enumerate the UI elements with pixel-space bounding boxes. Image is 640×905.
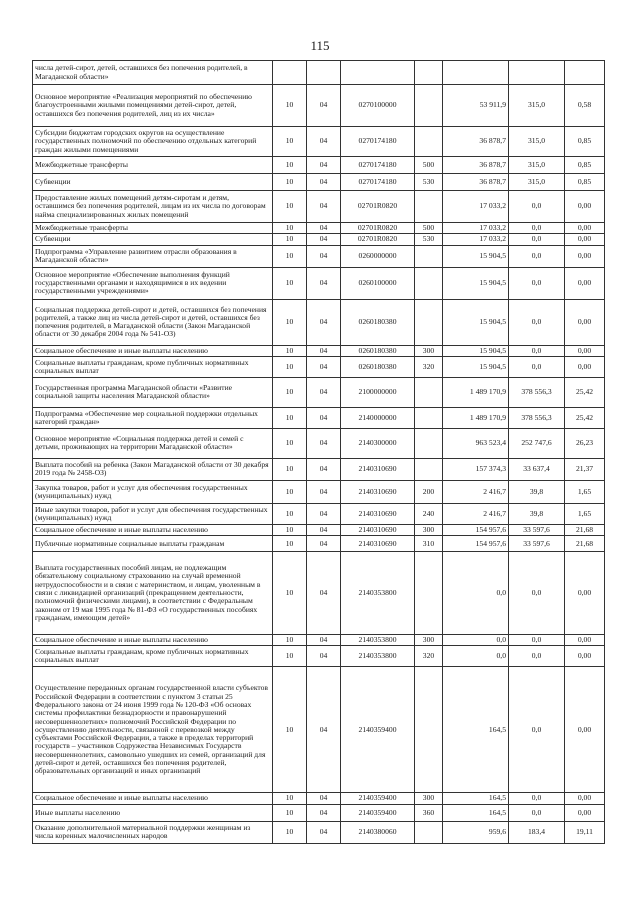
executed-amount: 378 556,3 [509,407,565,428]
execution-percent: 0,00 [565,793,605,804]
target-article-code: 0260180380 [341,356,415,377]
subsection-code: 04 [307,646,341,667]
execution-percent: 21,68 [565,524,605,535]
planned-amount [443,61,509,85]
table-row [33,377,605,407]
table-row [33,245,605,267]
planned-amount: 53 911,9 [443,85,509,127]
section-code: 10 [273,524,307,535]
target-article-code: 2140310690 [341,536,415,552]
subsection-code: 04 [307,299,341,345]
row-name: Социальные выплаты гражданам, кроме публичных нормативных социальных выплат [33,356,273,377]
expense-type-code [415,267,443,299]
table-row [33,267,605,299]
execution-percent: 25,42 [565,377,605,407]
subsection-code: 04 [307,223,341,234]
row-name: Социальное обеспечение и иные выплаты населению [33,635,273,646]
target-article-code: 0270174180 [341,174,415,191]
planned-amount: 17 033,2 [443,223,509,234]
subsection-code: 04 [307,821,341,843]
execution-percent: 0,00 [565,552,605,635]
section-code [273,61,307,85]
executed-amount: 315,0 [509,127,565,157]
planned-amount: 36 878,7 [443,157,509,174]
execution-percent: 0,00 [565,299,605,345]
row-name: Выплата государственных пособий лицам, не подлежащим обязательному социальному страхованию на случай временной нетрудоспособности и в связи с материнством, и лицам, уволенным в связи с ликвидацией организаций (прекращением деятельности, полномочий физическими лицами), в соответствии с Федеральным законом от 19 мая 1995 года № 81-ФЗ «О государственных пособиях гражданам, имеющим детей» [33,552,273,635]
table-row [33,667,605,793]
target-article-code: 0260000000 [341,245,415,267]
target-article-code: 2140310690 [341,524,415,535]
section-code: 10 [273,267,307,299]
row-name: Субсидии бюджетам городских округов на осуществление государственных полномочий по обеспечению отдельных категорий граждан жилыми помещениями [33,127,273,157]
executed-amount: 315,0 [509,157,565,174]
row-name: Государственная программа Магаданской области «Развитие социальной защиты населения Магаданской области» [33,377,273,407]
expense-type-code [415,299,443,345]
target-article-code: 2140353800 [341,646,415,667]
target-article-code: 0270174180 [341,157,415,174]
planned-amount: 1 489 170,9 [443,407,509,428]
expense-type-code: 300 [415,524,443,535]
row-name: Осуществление переданных органам государственной власти субъектов Российской Федерации в соответствии с пунктом 3 статьи 25 Федерального закона от 24 июня 1999 года № 120-ФЗ «Об основах системы профилактики безнадзорности и правонарушений несовершеннолетних» полномочий Российской Федерации по осуществлению деятельности, связанной с перевозкой между субъектами Российской Федерации, а также в пределах территорий государств – участников Содружества Независимых Государств несовершеннолетних, самовольно ушедших из семей, организаций для детей-сирот и детей, оставшихся без попечения родителей, образовательных организаций и иных организаций [33,667,273,793]
execution-percent: 0,85 [565,174,605,191]
section-code: 10 [273,234,307,245]
execution-percent: 19,11 [565,821,605,843]
executed-amount: 0,0 [509,299,565,345]
executed-amount: 252 747,6 [509,428,565,458]
expense-type-code [415,667,443,793]
subsection-code: 04 [307,428,341,458]
expense-type-code: 200 [415,480,443,503]
expense-type-code: 240 [415,503,443,524]
planned-amount: 36 878,7 [443,174,509,191]
execution-percent: 1,65 [565,480,605,503]
planned-amount: 2 416,7 [443,480,509,503]
execution-percent [565,61,605,85]
table-row [33,191,605,223]
table-row [33,458,605,480]
expense-type-code: 360 [415,804,443,821]
executed-amount: 0,0 [509,552,565,635]
section-code: 10 [273,821,307,843]
expense-type-code: 300 [415,793,443,804]
target-article-code: 2140359400 [341,667,415,793]
expense-type-code [415,458,443,480]
planned-amount: 15 904,5 [443,356,509,377]
section-code: 10 [273,299,307,345]
planned-amount: 154 957,6 [443,536,509,552]
planned-amount: 17 033,2 [443,234,509,245]
execution-percent: 0,00 [565,356,605,377]
section-code: 10 [273,480,307,503]
executed-amount: 183,4 [509,821,565,843]
target-article-code: 2140359400 [341,793,415,804]
expense-type-code [415,428,443,458]
section-code: 10 [273,377,307,407]
target-article-code: 0260180380 [341,299,415,345]
expense-type-code [415,85,443,127]
table-row [33,345,605,356]
row-name: Основное мероприятие «Реализация мероприятий по обеспечению благоустроенными жилыми помещениями детей-сирот, детей, оставшихся без попечения родителей, лиц из их числа» [33,85,273,127]
section-code: 10 [273,646,307,667]
subsection-code: 04 [307,480,341,503]
table-row [33,503,605,524]
section-code: 10 [273,458,307,480]
expense-type-code [415,377,443,407]
expense-type-code: 320 [415,356,443,377]
executed-amount: 0,0 [509,267,565,299]
executed-amount: 39,8 [509,503,565,524]
table-row [33,223,605,234]
executed-amount: 0,0 [509,245,565,267]
target-article-code: 02701R0820 [341,191,415,223]
row-name: Выплата пособий на ребенка (Закон Магаданской области от 30 декабря 2019 года № 2458-ОЗ) [33,458,273,480]
subsection-code: 04 [307,524,341,535]
execution-percent: 0,00 [565,667,605,793]
execution-percent: 0,85 [565,157,605,174]
expense-type-code [415,245,443,267]
expense-type-code [415,61,443,85]
planned-amount: 2 416,7 [443,503,509,524]
expense-type-code: 320 [415,646,443,667]
row-name: Публичные нормативные социальные выплаты гражданам [33,536,273,552]
section-code: 10 [273,356,307,377]
page-number: 115 [310,38,330,53]
table-row [33,157,605,174]
table-row [33,174,605,191]
table-row [33,804,605,821]
planned-amount: 1 489 170,9 [443,377,509,407]
expense-type-code: 500 [415,157,443,174]
executed-amount: 0,0 [509,234,565,245]
expense-type-code: 530 [415,174,443,191]
execution-percent: 0,00 [565,635,605,646]
table-row [33,646,605,667]
subsection-code: 04 [307,536,341,552]
table-row [33,299,605,345]
subsection-code: 04 [307,804,341,821]
executed-amount: 33 637,4 [509,458,565,480]
subsection-code: 04 [307,635,341,646]
subsection-code: 04 [307,345,341,356]
planned-amount: 164,5 [443,793,509,804]
executed-amount: 0,0 [509,635,565,646]
subsection-code: 04 [307,793,341,804]
executed-amount: 315,0 [509,174,565,191]
section-code: 10 [273,667,307,793]
section-code: 10 [273,127,307,157]
table-row [33,536,605,552]
target-article-code: 2140310690 [341,503,415,524]
target-article-code: 2140310690 [341,480,415,503]
target-article-code: 2140353800 [341,635,415,646]
planned-amount: 963 523,4 [443,428,509,458]
row-name: Подпрограмма «Обеспечение мер социальной поддержки отдельных категорий граждан» [33,407,273,428]
planned-amount: 157 374,3 [443,458,509,480]
row-name: Социальное обеспечение и иные выплаты населению [33,524,273,535]
section-code: 10 [273,536,307,552]
target-article-code: 2140359400 [341,804,415,821]
expense-type-code [415,821,443,843]
row-name: Иные выплаты населению [33,804,273,821]
section-code: 10 [273,174,307,191]
row-name: Подпрограмма «Управление развитием отрасли образования в Магаданской области» [33,245,273,267]
section-code: 10 [273,345,307,356]
target-article-code: 2140353800 [341,552,415,635]
subsection-code: 04 [307,234,341,245]
execution-percent: 0,00 [565,267,605,299]
row-name: числа детей-сирот, детей, оставшихся без попечения родителей, в Магаданской области» [33,61,273,85]
execution-percent: 0,00 [565,646,605,667]
table-row [33,428,605,458]
section-code: 10 [273,245,307,267]
section-code: 10 [273,635,307,646]
target-article-code: 2140380060 [341,821,415,843]
execution-percent: 0,00 [565,345,605,356]
execution-percent: 25,42 [565,407,605,428]
table-row [33,524,605,535]
row-name: Оказание дополнительной материальной поддержки женщинам из числа коренных малочисленных народов [33,821,273,843]
row-name: Иные закупки товаров, работ и услуг для обеспечения государственных (муниципальных) нужд [33,503,273,524]
expense-type-code [415,191,443,223]
expense-type-code [415,407,443,428]
row-name: Социальное обеспечение и иные выплаты населению [33,793,273,804]
planned-amount: 17 033,2 [443,191,509,223]
table-row [33,234,605,245]
table-row [33,635,605,646]
row-name: Предоставление жилых помещений детям-сиротам и детям, оставшимся без попечения родителей, лицам из их числа по договорам найма специализированных жилых помещений [33,191,273,223]
executed-amount: 0,0 [509,356,565,377]
expense-type-code [415,127,443,157]
row-name: Социальное обеспечение и иные выплаты населению [33,345,273,356]
execution-percent: 21,68 [565,536,605,552]
subsection-code: 04 [307,85,341,127]
row-name: Социальная поддержка детей-сирот и детей, оставшихся без попечения родителей, а также лиц из числа детей-сирот и детей, оставшихся без попечения родителей, в Магаданской области (Закон Магаданской области от 30 декабря 2004 года № 541-ОЗ) [33,299,273,345]
row-name: Социальные выплаты гражданам, кроме публичных нормативных социальных выплат [33,646,273,667]
subsection-code: 04 [307,174,341,191]
planned-amount: 15 904,5 [443,245,509,267]
executed-amount: 0,0 [509,667,565,793]
planned-amount: 154 957,6 [443,524,509,535]
section-code: 10 [273,793,307,804]
execution-percent: 0,00 [565,223,605,234]
execution-percent: 0,00 [565,245,605,267]
target-article-code: 0260100000 [341,267,415,299]
planned-amount: 0,0 [443,646,509,667]
target-article-code: 2140000000 [341,407,415,428]
expense-type-code [415,552,443,635]
table-row [33,480,605,503]
executed-amount: 0,0 [509,793,565,804]
table-row [33,356,605,377]
table-row [33,407,605,428]
expense-type-code: 500 [415,223,443,234]
target-article-code: 02701R0820 [341,223,415,234]
subsection-code: 04 [307,667,341,793]
target-article-code: 2100000000 [341,377,415,407]
table-row [33,793,605,804]
expense-type-code: 530 [415,234,443,245]
row-name: Закупка товаров, работ и услуг для обеспечения государственных (муниципальных) нужд [33,480,273,503]
row-name: Субвенции [33,174,273,191]
executed-amount: 33 597,6 [509,536,565,552]
section-code: 10 [273,503,307,524]
table-row [33,61,605,85]
executed-amount: 0,0 [509,646,565,667]
budget-table [32,60,605,844]
subsection-code: 04 [307,377,341,407]
target-article-code: 2140310690 [341,458,415,480]
executed-amount: 0,0 [509,191,565,223]
section-code: 10 [273,85,307,127]
target-article-code: 02701R0820 [341,234,415,245]
planned-amount: 0,0 [443,635,509,646]
expense-type-code: 300 [415,635,443,646]
planned-amount: 15 904,5 [443,267,509,299]
subsection-code: 04 [307,191,341,223]
subsection-code: 04 [307,458,341,480]
execution-percent: 26,23 [565,428,605,458]
planned-amount: 36 878,7 [443,127,509,157]
executed-amount [509,61,565,85]
executed-amount: 0,0 [509,804,565,821]
subsection-code: 04 [307,356,341,377]
execution-percent: 0,85 [565,127,605,157]
subsection-code: 04 [307,127,341,157]
section-code: 10 [273,191,307,223]
subsection-code: 04 [307,157,341,174]
section-code: 10 [273,223,307,234]
execution-percent: 0,00 [565,234,605,245]
expense-type-code: 310 [415,536,443,552]
planned-amount: 959,6 [443,821,509,843]
target-article-code [341,61,415,85]
expense-type-code: 300 [415,345,443,356]
subsection-code: 04 [307,552,341,635]
table-row [33,552,605,635]
execution-percent: 0,58 [565,85,605,127]
subsection-code: 04 [307,267,341,299]
table-row [33,821,605,843]
target-article-code: 0260180380 [341,345,415,356]
planned-amount: 164,5 [443,804,509,821]
executed-amount: 0,0 [509,345,565,356]
execution-percent: 0,00 [565,191,605,223]
executed-amount: 33 597,6 [509,524,565,535]
row-name: Межбюджетные трансферты [33,223,273,234]
target-article-code: 0270174180 [341,127,415,157]
executed-amount: 0,0 [509,223,565,234]
executed-amount: 378 556,3 [509,377,565,407]
planned-amount: 164,5 [443,667,509,793]
execution-percent: 21,37 [565,458,605,480]
subsection-code: 04 [307,407,341,428]
executed-amount: 315,0 [509,85,565,127]
target-article-code: 0270100000 [341,85,415,127]
row-name: Основное мероприятие «Социальная поддержка детей и семей с детьми, проживающих на территории Магаданской области» [33,428,273,458]
table-row [33,127,605,157]
section-code: 10 [273,407,307,428]
subsection-code: 04 [307,245,341,267]
section-code: 10 [273,804,307,821]
planned-amount: 15 904,5 [443,299,509,345]
row-name: Межбюджетные трансферты [33,157,273,174]
row-name: Основное мероприятие «Обеспечение выполнения функций государственными органами и находящимися в их ведении государственными учреждениями» [33,267,273,299]
executed-amount: 39,8 [509,480,565,503]
section-code: 10 [273,428,307,458]
execution-percent: 1,65 [565,503,605,524]
subsection-code [307,61,341,85]
section-code: 10 [273,552,307,635]
section-code: 10 [273,157,307,174]
execution-percent: 0,00 [565,804,605,821]
planned-amount: 0,0 [443,552,509,635]
planned-amount: 15 904,5 [443,345,509,356]
subsection-code: 04 [307,503,341,524]
row-name: Субвенции [33,234,273,245]
table-row [33,85,605,127]
target-article-code: 2140300000 [341,428,415,458]
